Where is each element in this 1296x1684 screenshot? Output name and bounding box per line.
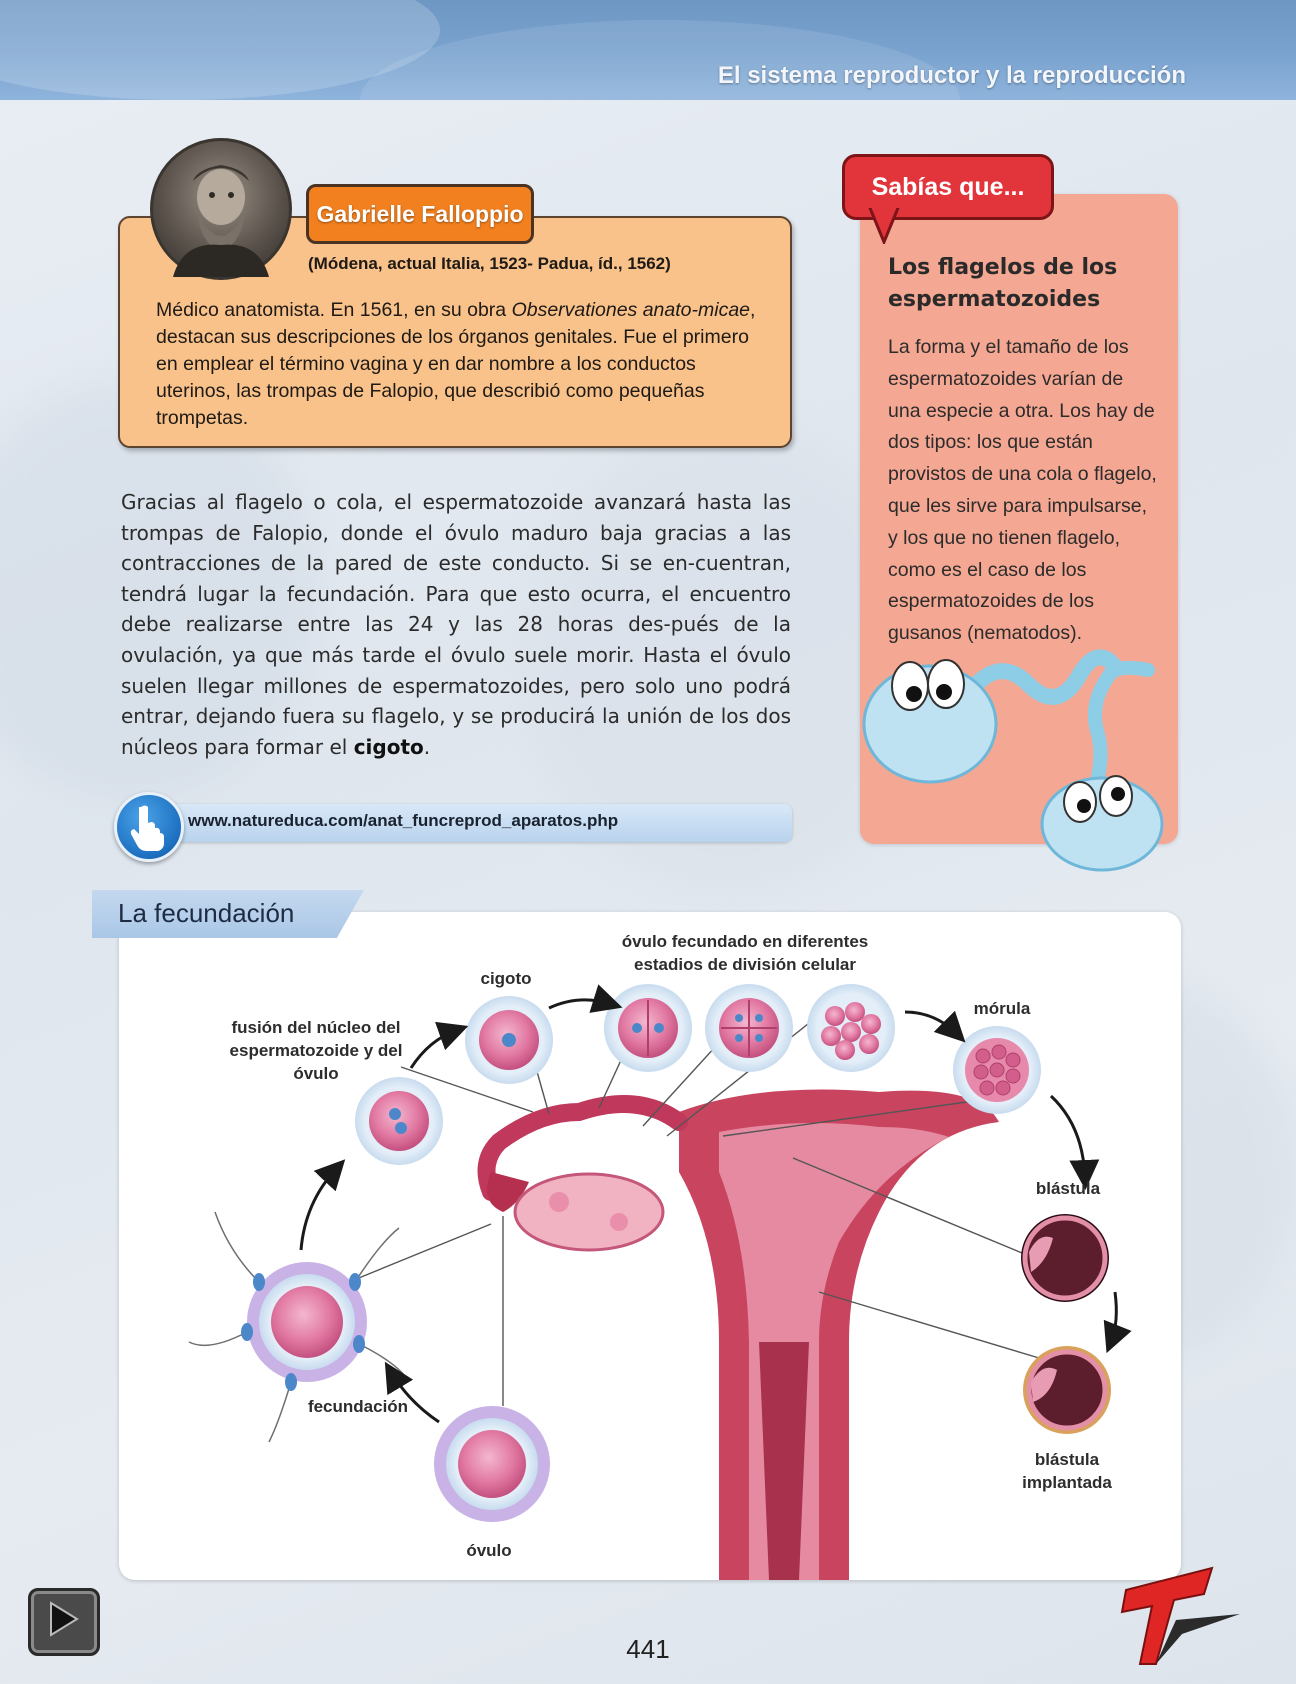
label-fecundacion: fecundación bbox=[307, 1397, 409, 1416]
play-button[interactable] bbox=[28, 1588, 100, 1656]
label-blastula-implantada: blástula implantada bbox=[1022, 1450, 1112, 1492]
cell-fusion bbox=[355, 1077, 443, 1165]
label-ovulo: óvulo bbox=[466, 1541, 512, 1560]
portrait-falloppio bbox=[150, 138, 292, 280]
bubble-tail bbox=[868, 208, 904, 244]
sidebar-title: Los flagelos de los espermatozoides bbox=[888, 255, 1118, 312]
biography-name: Gabrielle Falloppio bbox=[306, 184, 534, 244]
chapter-title: El sistema reproductor y la reproducción bbox=[717, 62, 1186, 89]
hand-pointer-icon[interactable] bbox=[114, 792, 184, 862]
play-icon bbox=[31, 1591, 91, 1647]
section-title: La fecundación bbox=[118, 898, 295, 928]
biography-text: Médico anatomista. En 1561, en su obra Observationes anato-micae, destacan sus descripciones de los órganos genitales. Fue el primero en emplear el término vagina y en dar nombre a los conductos uterinos, las trompas de Falopio, que describió como pequeñas trompetas. bbox=[156, 299, 756, 429]
cell-8 bbox=[807, 984, 895, 1072]
cell-morula bbox=[953, 1026, 1041, 1114]
did-you-know-bubble: Sabías que... bbox=[842, 154, 1054, 220]
page-header bbox=[0, 0, 1296, 100]
cartoon-sperm-illustration bbox=[848, 624, 1188, 884]
cell-2 bbox=[604, 984, 692, 1072]
cell-blastula-implantada bbox=[1023, 1346, 1111, 1434]
term-cigoto: cigoto bbox=[353, 734, 424, 759]
page-number: 441 bbox=[626, 1634, 670, 1664]
label-division: óvulo fecundado en diferentes estadios de división celular bbox=[621, 932, 869, 974]
label-cigoto: cigoto bbox=[480, 969, 532, 988]
sidebar-text: La forma y el tamaño de los espermatozoides varían de una especie a otra. Los hay de dos tipos: los que están provistos de una cola o flagelo, que les sirve para impulsarse, y los que no tienen flagelo, como es el caso de los espermatozoides de los gusanos (nematodos). bbox=[888, 336, 1157, 645]
biography-dates: (Módena, actual Italia, 1523- Padua, íd., 1562) bbox=[308, 254, 671, 273]
link-url[interactable]: www.natureduca.com/anat_funcreprod_aparatos.php bbox=[188, 811, 619, 830]
cell-blastula bbox=[1021, 1214, 1109, 1302]
main-paragraph: Gracias al flagelo o cola, el espermatozoide avanzará hasta las trompas de Falopio, donde el óvulo maduro baja gracias a las contracciones de la pared de este conducto. Si se en-cuentran, tendrá lugar la fecundación. Para que esto ocurra, el encuentro debe realizarse entre las 24 y las 28 horas des-pués de la ovulación, ya que más tarde el óvulo suele morir. Hasta el óvulo suelen llegar millones de espermatozoides, pero solo uno podrá entrar, dejando fuera su flagelo, y se producirá la unión de los dos núcleos para formar el cigoto. bbox=[121, 490, 791, 759]
cell-4 bbox=[705, 984, 793, 1072]
label-morula: mórula bbox=[973, 999, 1031, 1018]
cell-cigoto bbox=[465, 996, 553, 1084]
label-blastula: blástula bbox=[1035, 1179, 1101, 1198]
cell-ovulo bbox=[434, 1406, 550, 1522]
label-fusion: fusión del núcleo del espermatozoide y del óvulo bbox=[229, 1018, 403, 1083]
publisher-logo-icon bbox=[1116, 1560, 1246, 1670]
